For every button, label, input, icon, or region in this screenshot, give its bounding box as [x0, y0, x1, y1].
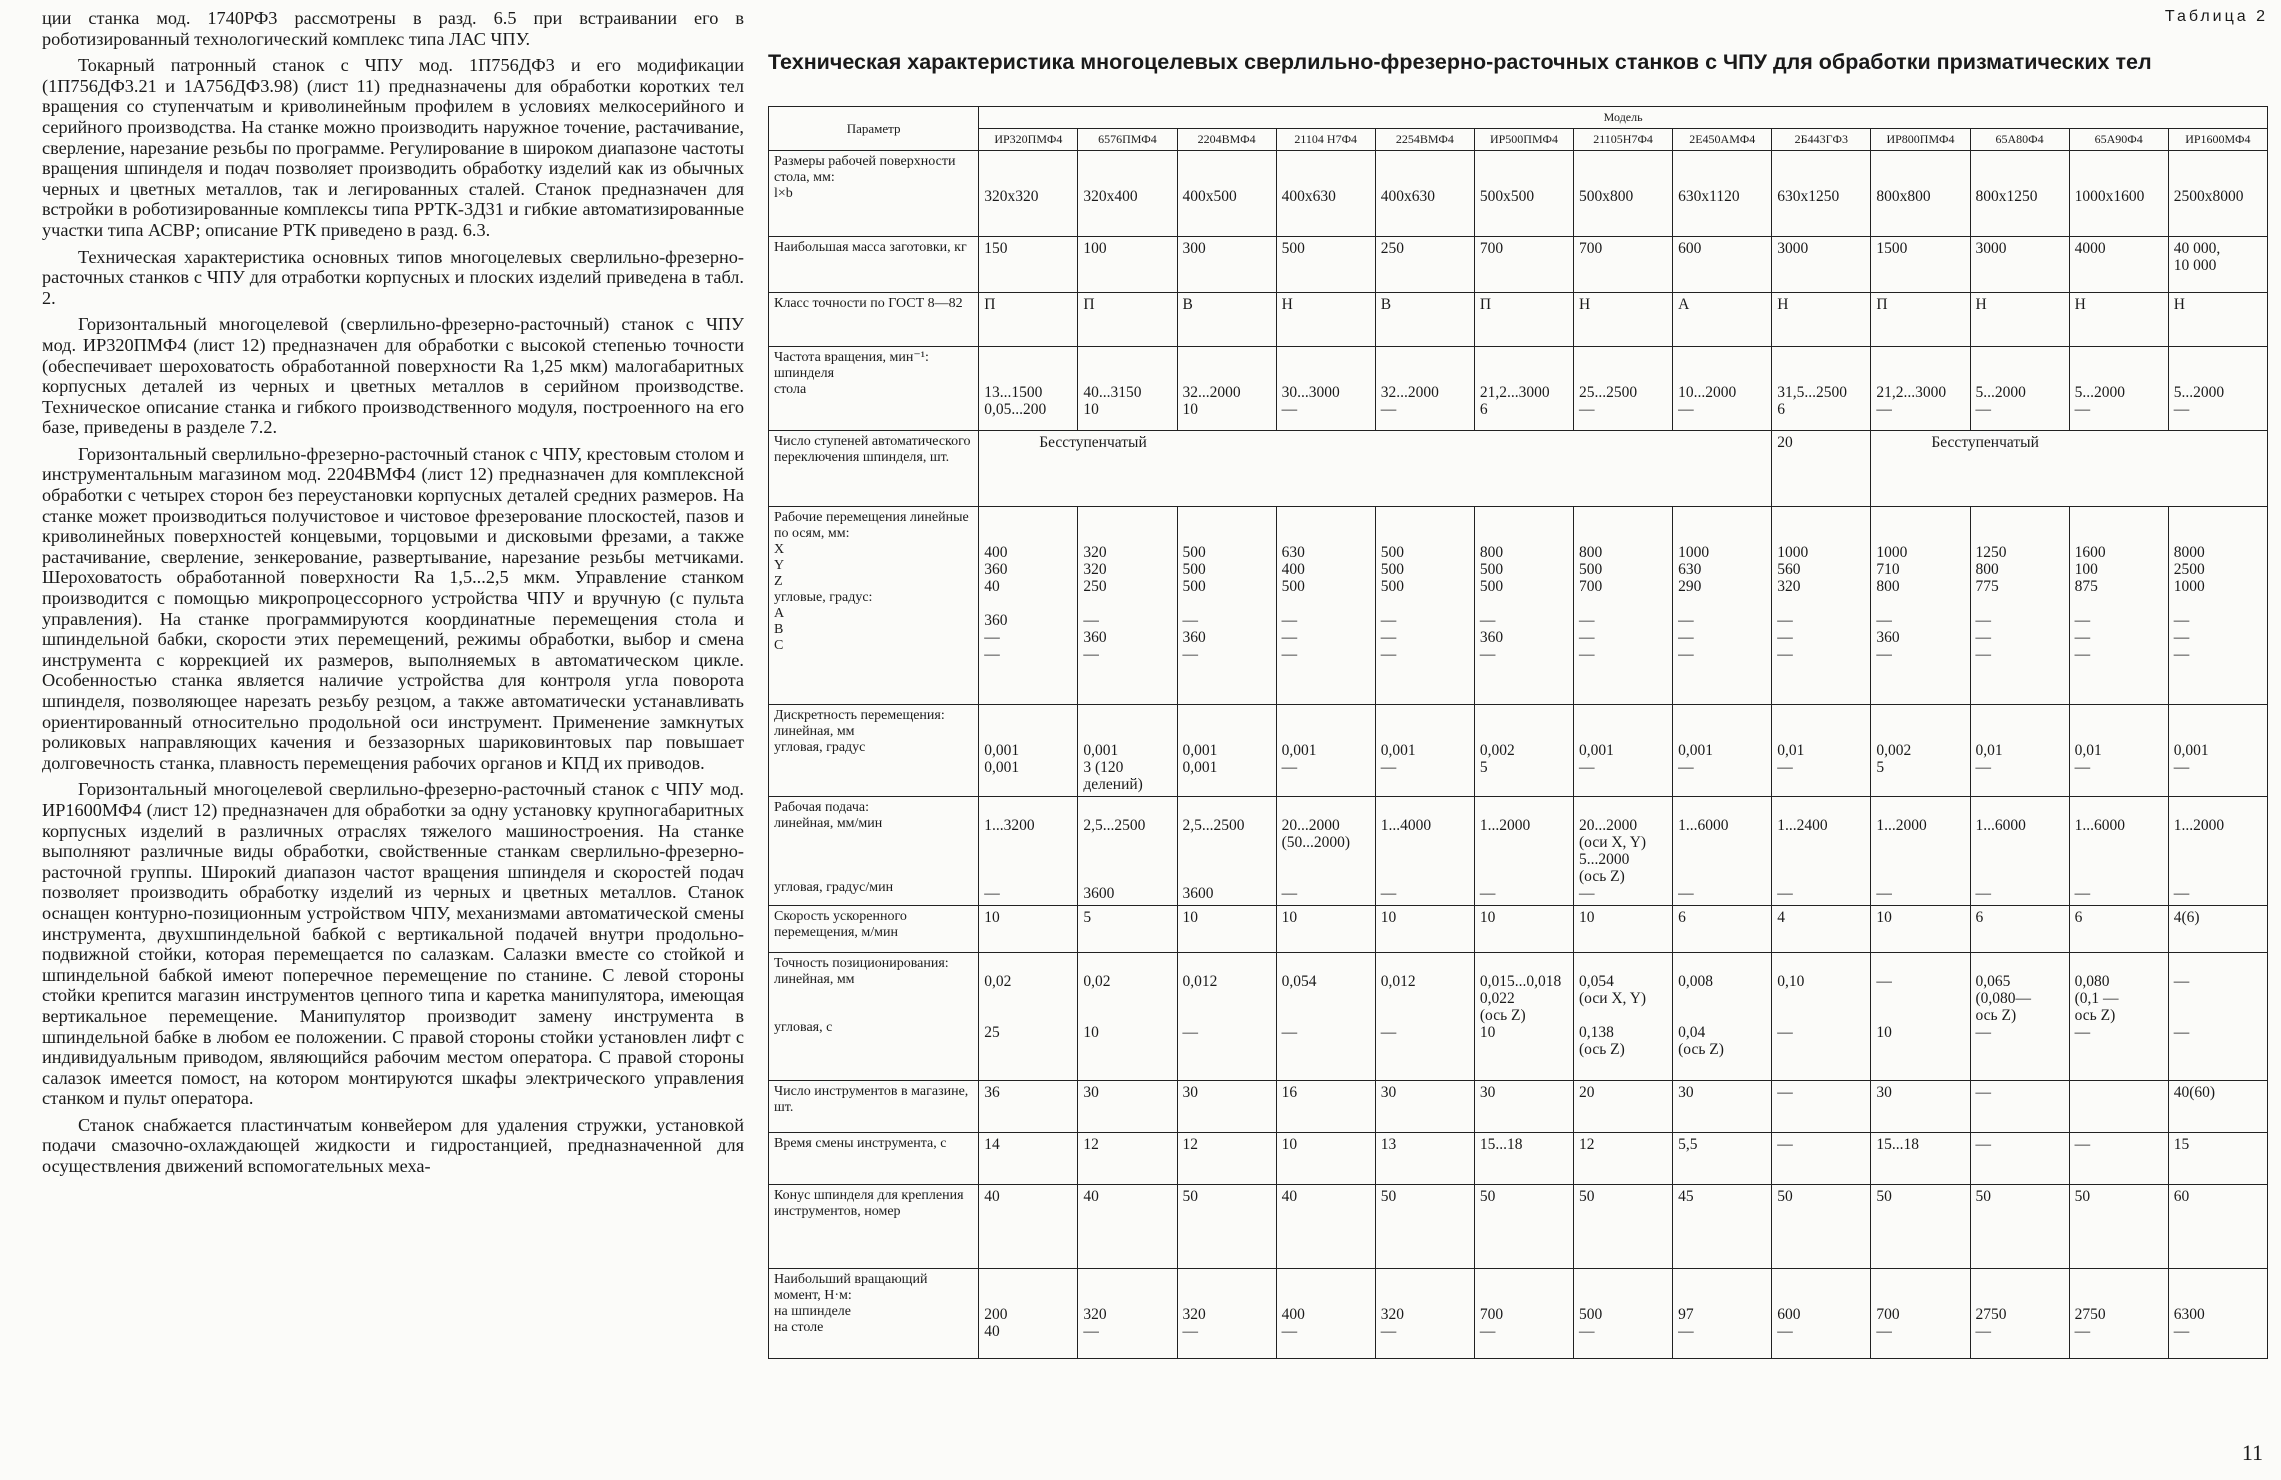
value-cell: 320x320 [979, 151, 1078, 237]
merged-cell-left: Бесступенчатый [979, 431, 1772, 507]
value-cell: 3000 [1970, 237, 2069, 293]
value-cell: 400x500 [1177, 151, 1276, 237]
value-cell: 0,080 (0,1 — ось Z) — [2069, 953, 2168, 1081]
value-cell: 50 [1177, 1185, 1276, 1269]
value-cell: П [1871, 293, 1970, 347]
value-cell: 32...2000 10 [1177, 347, 1276, 431]
param-cell: Конус шпинделя для крепления инструментов, номер [769, 1185, 979, 1269]
value-cell: 500 500 500 — 360 — [1177, 507, 1276, 705]
table-row [769, 1185, 2268, 1269]
value-cell: 0,001 — [1673, 705, 1772, 797]
value-cell: 30 [1177, 1081, 1276, 1133]
value-cell: 0,054 (оси X, Y) 0,138 (ось Z) [1574, 953, 1673, 1081]
value-cell: 1...6000 — [1673, 797, 1772, 906]
value-cell: 20...2000 (50...2000) — [1276, 797, 1375, 906]
value-cell: 15...18 [1474, 1133, 1573, 1185]
paragraph: Горизонтальный многоцелевой (сверлильно-фрезерно-расточный) станок с ЧПУ мод. ИР320ПМФ4 (лист 12) предназначен для обработки с высокой степенью точности (обеспечивает шероховатость обработанной поверхности Ra 1,25 мкм) малогабаритных корпусных деталей из черных и цветных металлов в серийном производстве. Техническое описание станка и гибкого производственного модуля, построенного на его базе, приведены в разделе 7.2. [42, 314, 744, 438]
value-cell: 40(60) [2168, 1081, 2267, 1133]
value-cell: 31,5...2500 6 [1772, 347, 1871, 431]
value-cell: 800 500 500 — 360 — [1474, 507, 1573, 705]
value-cell: 0,01 — [1970, 705, 2069, 797]
paragraph: Токарный патронный станок с ЧПУ мод. 1П756ДФ3 и его модификации (1П756ДФ3.21 и 1А756ДФ3.98) (лист 11) предназначены для обработки коротких тел вращения со ступенчатым и криволинейным профилем в условиях мелкосерийного и серийного производства. На станке можно производить наружное точение, растачивание, сверление, нарезание резьбы по программе. Регулирование в широком диапазоне частоты вращения шпинделя и подач позволяет производить обработку изделий как из обычных черных и цветных металлов, так и легированных сталей. Станок предназначен для встройки в роботизированные комплексы типа РРТК-3Д31 и гибкие автоматизированные участки типа АСВР; описание РТК приведено в разд. 6.3. [42, 55, 744, 240]
value-cell: 2750 — [1970, 1269, 2069, 1359]
value-cell: 20 [1772, 431, 1871, 507]
value-cell: 50 [1871, 1185, 1970, 1269]
value-cell: 1...3200 — [979, 797, 1078, 906]
model-header-cell: ИР320ПМФ4 [979, 129, 1078, 151]
value-cell: 40 [979, 1185, 1078, 1269]
table-row [769, 1133, 2268, 1185]
param-header: Параметр [769, 107, 979, 151]
value-cell: 4000 [2069, 237, 2168, 293]
value-cell: 0,002 5 [1474, 705, 1573, 797]
value-cell: 500 [1276, 237, 1375, 293]
paragraph: Горизонтальный сверлильно-фрезерно-расточный станок с ЧПУ, крестовым столом и инструментальным магазином мод. 2204ВМФ4 (лист 12) предназначен для комплексной обработки с четырех сторон без переустановки корпусных деталей средних размеров. На станке может производиться получистовое и чистовое фрезерование плоскостей, пазов и криволинейных поверхностей концевыми, торцовыми и дисковыми фрезами, а также растачивание, сверление, зенкерование, развертывание, нарезание резьбы метчиками. Шероховатость обработанной поверхности Ra 1,5...2,5 мкм. Управление станком производится с помощью микропроцессорного устройства ЧПУ и вручную (с пульта управления). На станке программируются координатные перемещения стола и шпиндельной бабки, скорости этих перемещений, режимы обработки, выбор и смена инструмента с коррекцией их размеров, выполняемых в автоматическом цикле. Особенностью станка является наличие устройства для контроля угла поворота шпинделя, позволяющее нарезать резьбу резцом, а также автоматически устанавливать ориентированный относительно продольной оси инструмент. Применение замкнутых роликовых направляющих качения и беззазорных шариковинтовых пар повышает долговечность станка, плавность перемещения рабочих органов и КПД их приводов. [42, 443, 744, 773]
value-cell: — [1970, 1133, 2069, 1185]
value-cell: 5,5 [1673, 1133, 1772, 1185]
value-cell: 630x1250 [1772, 151, 1871, 237]
value-cell: 10 [979, 906, 1078, 953]
paragraph: Станок снабжается пластинчатым конвейером для удаления стружки, установкой подачи смазочно-охлаждающей жидкости и гидростанцией, предназначенной для осуществления движений вспомогательных меха- [42, 1114, 744, 1177]
value-cell: 150 [979, 237, 1078, 293]
value-cell: Н [2069, 293, 2168, 347]
value-cell: П [1474, 293, 1573, 347]
value-cell: 40 000, 10 000 [2168, 237, 2267, 293]
value-cell: 800x1250 [1970, 151, 2069, 237]
value-cell: В [1375, 293, 1474, 347]
left-text-column [42, 8, 744, 1177]
value-cell: 50 [1574, 1185, 1673, 1269]
value-cell: 1...2000 — [1474, 797, 1573, 906]
paragraph: Горизонтальный многоцелевой сверлильно-фрезерно-расточный станок с ЧПУ мод. ИР1600МФ4 (лист 12) предназначен для обработки за одну установку крупногабаритных корпусных изделий в различных отраслях тяжелого машиностроения. На станке выполняют различные виды обработки, свойственные станкам сверлильно-фрезерно-расточной группы. Широкий диапазон частот вращения шпинделя и скоростей подач позволяет производить обработку изделий из черных и цветных металлов. Станок оснащен контурно-позиционным устройством ЧПУ, механизмами автоматической смены инструмента, двухшпиндельной бабкой с вертикальной подачей внутри продольно-подвижной стойки, которая перемещается по салазкам. Салазки вместе со стойкой и шпиндельной бабкой имеют поперечное перемещение по станине. С левой стороны стойки крепится магазин инструментов цепного типа и каретка манипулятора, имеющая вертикальное перемещение. Манипулятор производит замену инструмента в шпиндельной бабке в любом ее положении. С правой стороны стойки установлен лифт с индивидуальным приводом, являющийся рабочим местом оператора. С правой стороны салазок имеется помост, на котором монтируются шкафы электрического управления станком и пульт оператора. [42, 779, 744, 1109]
value-cell: 4 [1772, 906, 1871, 953]
value-cell: 10 [1574, 906, 1673, 953]
value-cell: 700 — [1474, 1269, 1573, 1359]
value-cell: 5...2000 — [2168, 347, 2267, 431]
value-cell: — 10 [1871, 953, 1970, 1081]
value-cell: 0,001 — [1276, 705, 1375, 797]
model-header: Модель [979, 107, 2268, 129]
value-cell: 0,02 25 [979, 953, 1078, 1081]
value-cell: 250 [1375, 237, 1474, 293]
value-cell: 0,10 — [1772, 953, 1871, 1081]
value-cell: 1600 100 875 — — — [2069, 507, 2168, 705]
value-cell: 10 [1871, 906, 1970, 953]
value-cell: 12 [1078, 1133, 1177, 1185]
value-cell: 6 [1970, 906, 2069, 953]
value-cell: 0,001 3 (120 делений) [1078, 705, 1177, 797]
table-title: Техническая характеристика многоцелевых сверлильно-фрезерно-расточных станков с ЧПУ для обработки призматических тел [768, 50, 2152, 74]
param-cell: Время смены инструмента, с [769, 1133, 979, 1185]
paragraph: ции станка мод. 1740РФ3 рассмотрены в разд. 6.5 при встраивании его в роботизированный технологический комплекс типа ЛАС ЧПУ. [42, 8, 744, 49]
value-cell: 700 [1574, 237, 1673, 293]
value-cell: 0,001 — [2168, 705, 2267, 797]
value-cell: 0,01 — [1772, 705, 1871, 797]
param-cell: Точность позиционирования: линейная, мм угловая, с [769, 953, 979, 1081]
value-cell: 5...2000 — [1970, 347, 2069, 431]
value-cell: 2750 — [2069, 1269, 2168, 1359]
value-cell: 400x630 [1276, 151, 1375, 237]
value-cell: 40 [1276, 1185, 1375, 1269]
value-cell: 10 [1276, 906, 1375, 953]
value-cell: Н [1772, 293, 1871, 347]
value-cell: 8000 2500 1000 — — — [2168, 507, 2267, 705]
value-cell: 1000 710 800 — 360 — [1871, 507, 1970, 705]
param-cell: Рабочие перемещения линейные по осям, мм: X Y Z угловые, градус: A B C [769, 507, 979, 705]
value-cell: 10...2000 — [1673, 347, 1772, 431]
value-cell: 60 [2168, 1185, 2267, 1269]
value-cell: 0,015...0,018 0,022 (ось Z) 10 [1474, 953, 1573, 1081]
model-header-cell: ИР500ПМФ4 [1474, 129, 1573, 151]
table-row [769, 705, 2268, 797]
value-cell: 4(6) [2168, 906, 2267, 953]
value-cell: 15...18 [1871, 1133, 1970, 1185]
table-row [769, 507, 2268, 705]
value-cell: — [1970, 1081, 2069, 1133]
value-cell: 0,054 — [1276, 953, 1375, 1081]
value-cell: 1...6000 — [1970, 797, 2069, 906]
value-cell: 1...4000 — [1375, 797, 1474, 906]
param-cell: Наибольшая масса заготовки, кг [769, 237, 979, 293]
value-cell: 0,012 — [1375, 953, 1474, 1081]
value-cell: 10 [1276, 1133, 1375, 1185]
value-cell: 15 [2168, 1133, 2267, 1185]
value-cell: 320 — [1177, 1269, 1276, 1359]
value-cell: 2,5...2500 3600 [1177, 797, 1276, 906]
value-cell: 12 [1177, 1133, 1276, 1185]
value-cell: 500 500 500 — — — [1375, 507, 1474, 705]
table-body [769, 151, 2268, 1359]
value-cell: — — [2168, 953, 2267, 1081]
value-cell [2069, 1081, 2168, 1133]
value-cell: 6 [2069, 906, 2168, 953]
model-row [769, 129, 2268, 151]
param-cell: Класс точности по ГОСТ 8—82 [769, 293, 979, 347]
value-cell: 10 [1375, 906, 1474, 953]
value-cell: Н [1574, 293, 1673, 347]
value-cell: Н [1276, 293, 1375, 347]
value-cell: 30 [1871, 1081, 1970, 1133]
value-cell: 320x400 [1078, 151, 1177, 237]
model-header-cell: 2254ВМФ4 [1375, 129, 1474, 151]
table-row [769, 237, 2268, 293]
paragraph: Техническая характеристика основных типов многоцелевых сверлильно-фрезерно-расточных станков с ЧПУ для отработки корпусных и плоских изделий приведена в табл. 2. [42, 246, 744, 308]
value-cell: 500 — [1574, 1269, 1673, 1359]
value-cell: 32...2000 — [1375, 347, 1474, 431]
value-cell: П [1078, 293, 1177, 347]
value-cell: 50 [1970, 1185, 2069, 1269]
value-cell: — [2069, 1133, 2168, 1185]
value-cell: 12 [1574, 1133, 1673, 1185]
value-cell: 400 360 40 360 — — [979, 507, 1078, 705]
value-cell: 700 — [1871, 1269, 1970, 1359]
param-cell: Наибольший вращающий момент, Н·м: на шпинделе на столе [769, 1269, 979, 1359]
model-header-cell: 2Б443ГФ3 [1772, 129, 1871, 151]
value-cell: 6 [1673, 906, 1772, 953]
value-cell: 0,065 (0,080— ось Z) — [1970, 953, 2069, 1081]
param-cell: Дискретность перемещения: линейная, мм угловая, градус [769, 705, 979, 797]
value-cell: 1000 560 320 — — — [1772, 507, 1871, 705]
value-cell: 30 [1673, 1081, 1772, 1133]
value-cell: Н [1970, 293, 2069, 347]
value-cell: 3000 [1772, 237, 1871, 293]
value-cell: 500x800 [1574, 151, 1673, 237]
value-cell: 20 [1574, 1081, 1673, 1133]
table-row [769, 347, 2268, 431]
value-cell: 40 [1078, 1185, 1177, 1269]
value-cell: 0,01 — [2069, 705, 2168, 797]
value-cell: 0,012 — [1177, 953, 1276, 1081]
value-cell: 700 [1474, 237, 1573, 293]
value-cell: 0,02 10 [1078, 953, 1177, 1081]
value-cell: 320 — [1078, 1269, 1177, 1359]
value-cell: 300 [1177, 237, 1276, 293]
value-cell: 5 [1078, 906, 1177, 953]
table-row [769, 906, 2268, 953]
value-cell: 320 320 250 — 360 — [1078, 507, 1177, 705]
value-cell: 1250 800 775 — — — [1970, 507, 2069, 705]
model-header-cell: ИР1600МФ4 [2168, 129, 2267, 151]
value-cell: 13...1500 0,05...200 [979, 347, 1078, 431]
value-cell: 6300 — [2168, 1269, 2267, 1359]
value-cell: — [1772, 1133, 1871, 1185]
value-cell: 97 — [1673, 1269, 1772, 1359]
value-cell: 600 — [1772, 1269, 1871, 1359]
value-cell: 21,2...3000 6 [1474, 347, 1573, 431]
model-header-cell: 2Е450АМФ4 [1673, 129, 1772, 151]
value-cell: 30 [1078, 1081, 1177, 1133]
value-cell: Н [2168, 293, 2267, 347]
value-cell: 1...2400 — [1772, 797, 1871, 906]
table-row [769, 797, 2268, 906]
value-cell: 30...3000 — [1276, 347, 1375, 431]
param-cell: Скорость ускоренного перемещения, м/мин [769, 906, 979, 953]
value-cell: 40...3150 10 [1078, 347, 1177, 431]
specs-table [768, 106, 2268, 1359]
table-row [769, 1081, 2268, 1133]
value-cell: 13 [1375, 1133, 1474, 1185]
value-cell: А [1673, 293, 1772, 347]
value-cell: 600 [1673, 237, 1772, 293]
value-cell: 400x630 [1375, 151, 1474, 237]
value-cell: 21,2...3000 — [1871, 347, 1970, 431]
value-cell: 1...2000 — [2168, 797, 2267, 906]
value-cell: 1...2000 — [1871, 797, 1970, 906]
model-header-cell: 21105Н7Ф4 [1574, 129, 1673, 151]
value-cell: 30 [1474, 1081, 1573, 1133]
value-cell: 0,001 — [1574, 705, 1673, 797]
value-cell: 0,001 — [1375, 705, 1474, 797]
table-row [769, 151, 2268, 237]
value-cell: 1500 [1871, 237, 1970, 293]
table-row [769, 293, 2268, 347]
value-cell: 50 [2069, 1185, 2168, 1269]
merged-cell-right: Бесступенчатый [1871, 431, 2268, 507]
param-cell: Число ступеней автоматического переключения шпинделя, шт. [769, 431, 979, 507]
value-cell: 36 [979, 1081, 1078, 1133]
value-cell: 200 40 [979, 1269, 1078, 1359]
param-cell: Число инструментов в магазине, шт. [769, 1081, 979, 1133]
model-header-cell: 2204ВМФ4 [1177, 129, 1276, 151]
table-row [769, 431, 2268, 507]
value-cell: 500x500 [1474, 151, 1573, 237]
value-cell: В [1177, 293, 1276, 347]
value-cell: 16 [1276, 1081, 1375, 1133]
value-cell: 1000 630 290 — — — [1673, 507, 1772, 705]
value-cell: 50 [1375, 1185, 1474, 1269]
param-cell: Частота вращения, мин⁻¹: шпинделя стола [769, 347, 979, 431]
model-header-cell: ИР800ПМФ4 [1871, 129, 1970, 151]
value-cell: — [1772, 1081, 1871, 1133]
value-cell: 10 [1177, 906, 1276, 953]
value-cell: 25...2500 — [1574, 347, 1673, 431]
value-cell: П [979, 293, 1078, 347]
model-header-cell: 6576ПМФ4 [1078, 129, 1177, 151]
value-cell: 800x800 [1871, 151, 1970, 237]
value-cell: 1000x1600 [2069, 151, 2168, 237]
value-cell: 0,008 0,04 (ось Z) [1673, 953, 1772, 1081]
value-cell: 2,5...2500 3600 [1078, 797, 1177, 906]
value-cell: 800 500 700 — — — [1574, 507, 1673, 705]
value-cell: 5...2000 — [2069, 347, 2168, 431]
param-cell: Рабочая подача: линейная, мм/мин угловая, градус/мин [769, 797, 979, 906]
table-label: Таблица 2 [2164, 8, 2268, 25]
value-cell: 320 — [1375, 1269, 1474, 1359]
value-cell: 45 [1673, 1185, 1772, 1269]
value-cell: 630 400 500 — — — [1276, 507, 1375, 705]
page-number: 11 [2241, 1440, 2263, 1465]
value-cell: 0,002 5 [1871, 705, 1970, 797]
model-header-cell: 65А90Ф4 [2069, 129, 2168, 151]
value-cell: 630x1120 [1673, 151, 1772, 237]
value-cell: 50 [1474, 1185, 1573, 1269]
value-cell: 30 [1375, 1081, 1474, 1133]
table-row [769, 953, 2268, 1081]
table-row [769, 1269, 2268, 1359]
value-cell: 2500x8000 [2168, 151, 2267, 237]
value-cell: 100 [1078, 237, 1177, 293]
value-cell: 1...6000 — [2069, 797, 2168, 906]
value-cell: 0,001 0,001 [979, 705, 1078, 797]
value-cell: 0,001 0,001 [1177, 705, 1276, 797]
model-header-cell: 21104 Н7Ф4 [1276, 129, 1375, 151]
value-cell: 400 — [1276, 1269, 1375, 1359]
value-cell: 14 [979, 1133, 1078, 1185]
value-cell: 50 [1772, 1185, 1871, 1269]
param-cell: Размеры рабочей поверхности стола, мм: l×b [769, 151, 979, 237]
model-header-cell: 65А80Ф4 [1970, 129, 2069, 151]
value-cell: 20...2000 (оси X, Y) 5...2000 (ось Z) — [1574, 797, 1673, 906]
value-cell: 10 [1474, 906, 1573, 953]
